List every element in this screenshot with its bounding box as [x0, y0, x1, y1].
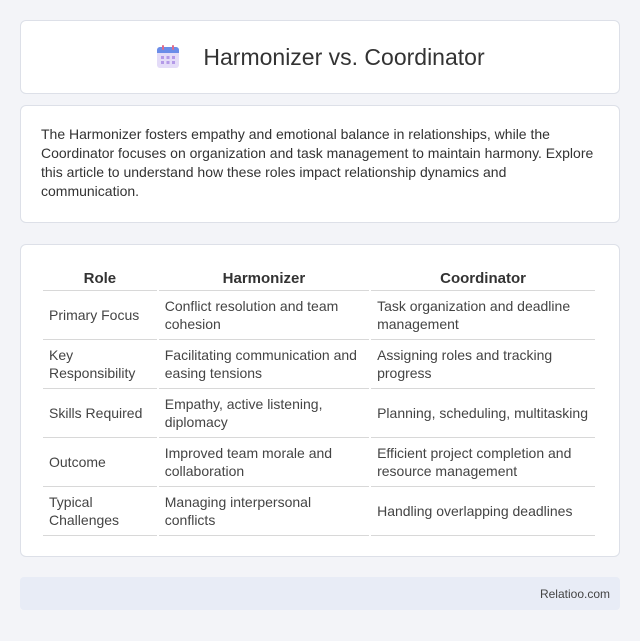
header-role: Role: [43, 265, 157, 291]
coordinator-cell: Handling overlapping deadlines: [371, 487, 595, 536]
table-header-row: [43, 265, 595, 291]
coordinator-cell: Efficient project completion and resource management: [371, 438, 595, 487]
table-row: [43, 340, 595, 389]
coordinator-cell: Task organization and deadline management: [371, 291, 595, 340]
harmonizer-cell: Facilitating communication and easing tensions: [159, 340, 369, 389]
table-row: [43, 291, 595, 340]
intro-card: [20, 105, 620, 223]
row-label: Outcome: [43, 438, 157, 487]
coordinator-cell: Assigning roles and tracking progress: [371, 340, 595, 389]
page-title: Harmonizer vs. Coordinator: [203, 43, 485, 70]
row-label: Typical Challenges: [43, 487, 157, 536]
table-row: [43, 487, 595, 536]
row-label: Key Responsibility: [43, 340, 157, 389]
harmonizer-cell: Improved team morale and collaboration: [159, 438, 369, 487]
calendar-icon: [155, 44, 181, 70]
harmonizer-cell: Managing interpersonal conflicts: [159, 487, 369, 536]
row-label: Primary Focus: [43, 291, 157, 340]
table-row: [43, 438, 595, 487]
table-row: [43, 389, 595, 438]
intro-paragraph: The Harmonizer fosters empathy and emotional balance in relationships, while the Coordinator focuses on organization and task management to maintain harmony. Explore this article to understand how these roles impact relationship dynamics and communication.: [41, 126, 594, 199]
comparison-table: [41, 265, 597, 536]
row-label: Skills Required: [43, 389, 157, 438]
coordinator-cell: Planning, scheduling, multitasking: [371, 389, 595, 438]
footer-site-link[interactable]: Relatioo.com: [539, 586, 610, 601]
footer: [20, 577, 620, 610]
header-harmonizer: Harmonizer: [159, 265, 369, 291]
header-coordinator: Coordinator: [371, 265, 595, 291]
title-card: [20, 20, 620, 94]
harmonizer-cell: Empathy, active listening, diplomacy: [159, 389, 369, 438]
comparison-card: [20, 244, 620, 557]
harmonizer-cell: Conflict resolution and team cohesion: [159, 291, 369, 340]
